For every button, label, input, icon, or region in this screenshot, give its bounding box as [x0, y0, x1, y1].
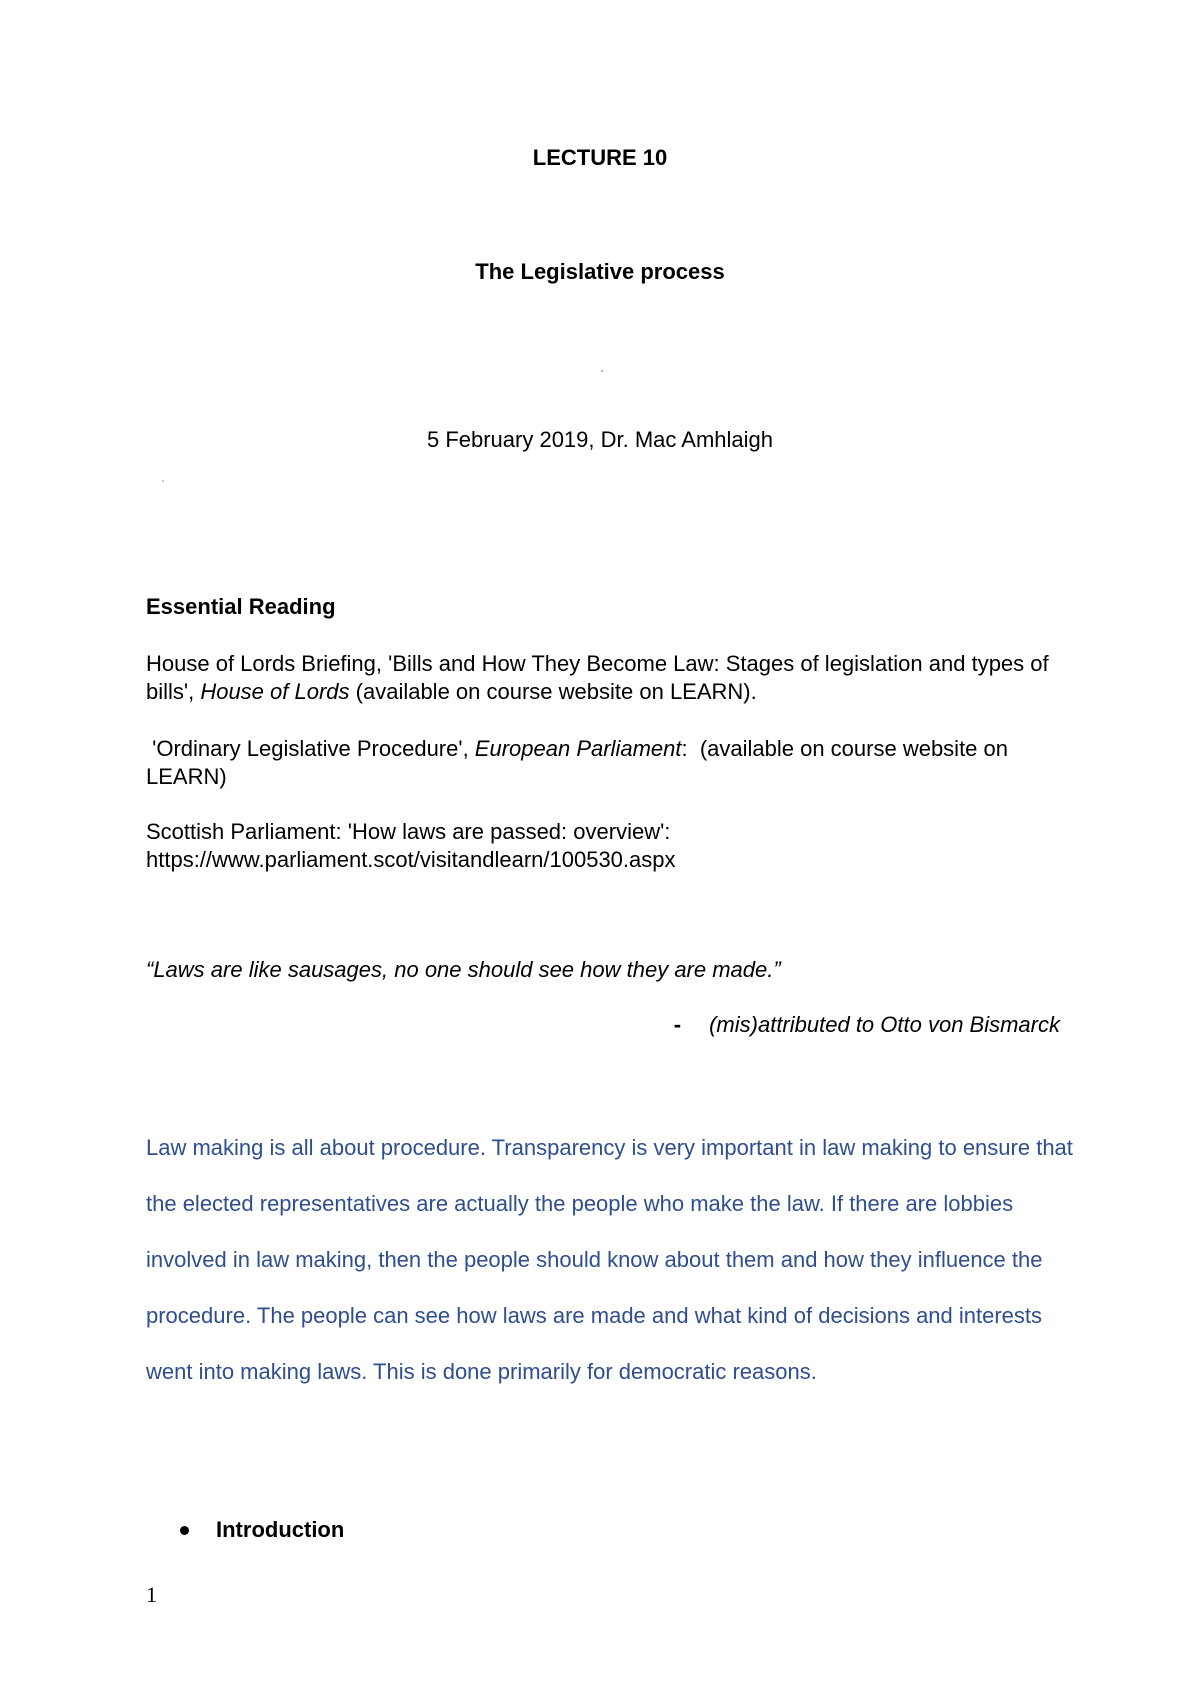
attribution-text: (mis)attributed to Otto von Bismarck [709, 1012, 1060, 1037]
reading-reference-scottish [146, 818, 1076, 874]
outline-item-introduction [180, 1517, 344, 1543]
reference-source: European Parliament [474, 736, 682, 761]
bullet-icon [180, 1526, 189, 1535]
attribution-dash: - [673, 1012, 682, 1037]
reading-reference-eu [146, 735, 1076, 791]
reference-text: House of Lords Briefing, 'Bills and How They Become Law: Stages of legislation and types of bills', [146, 651, 1049, 704]
reference-text: (available on course website on LEARN). [349, 679, 757, 704]
stray-mark [162, 480, 164, 482]
outline-item-label: Introduction [216, 1517, 345, 1542]
stray-mark [601, 370, 603, 372]
bismarck-quote: “Laws are like sausages, no one should see how they are made.” [146, 957, 781, 982]
reference-text: 'Ordinary Legislative Procedure', [146, 736, 475, 761]
reference-url[interactable]: https://www.parliament.scot/visitandlearn/100530.aspx [146, 847, 676, 872]
lecture-subtitle: The Legislative process [475, 259, 725, 284]
reference-text: : (available on course website on LEARN) [146, 736, 1015, 789]
lecture-notes-paragraph: Law making is all about procedure. Transparency is very important in law making to ensure that the elected representatives are actually the people who make the law. If there are lobbies involved in law making, then the people should know about them and how they influence the procedure. The people can see how laws are made and what kind of decisions and interests went into making laws. This is done primarily for democratic reasons. [146, 1135, 1073, 1384]
lecture-title: LECTURE 10 [532, 145, 668, 170]
page-number: 1 [146, 1582, 157, 1607]
reference-text: Scottish Parliament: 'How laws are passed: overview': [146, 819, 671, 844]
date-and-lecturer: 5 February 2019, Dr. Mac Amhlaigh [426, 427, 774, 452]
reading-reference-lords [146, 650, 1076, 706]
quote-attribution [674, 1012, 1060, 1038]
essential-reading-heading: Essential Reading [146, 594, 336, 619]
reference-source: House of Lords [200, 679, 350, 704]
